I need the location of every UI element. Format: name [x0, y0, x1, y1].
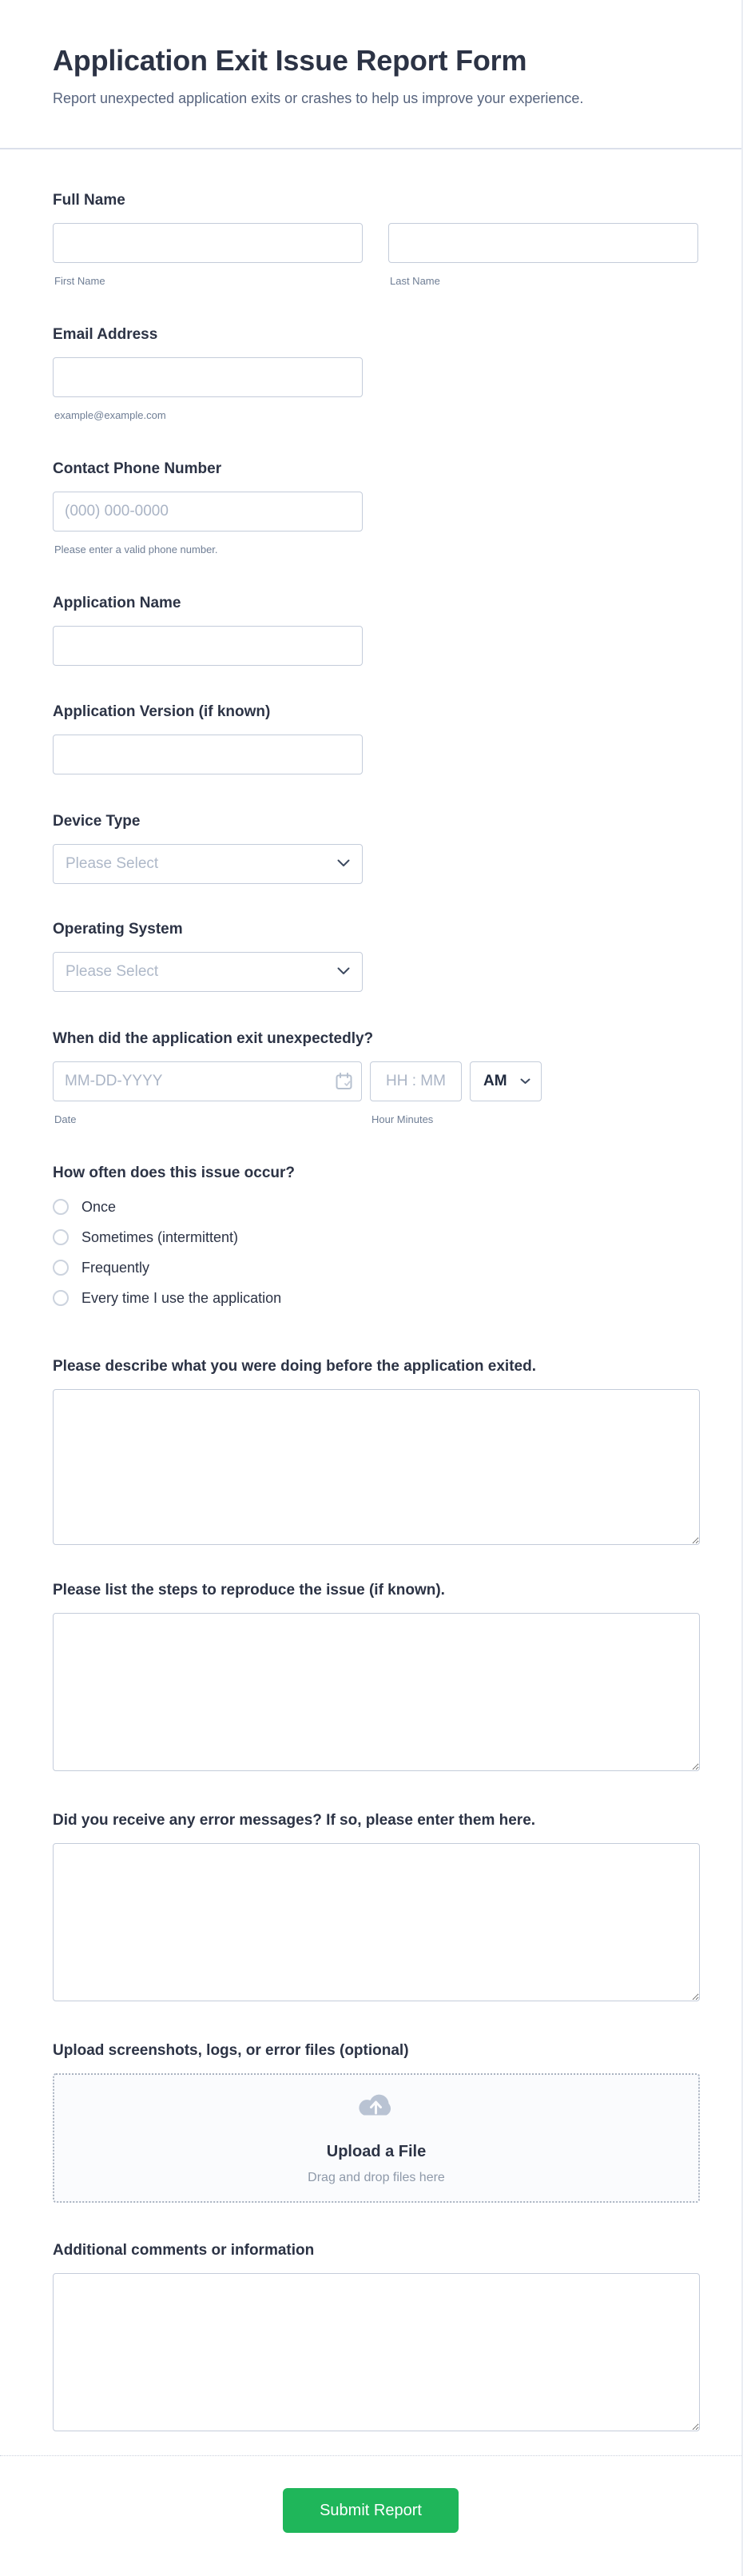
- time-input[interactable]: [370, 1061, 462, 1101]
- field-full-name: [53, 193, 698, 287]
- field-phone: [53, 461, 698, 555]
- email-label: Email Address: [53, 326, 158, 343]
- operating-system-placeholder: Please Select: [66, 963, 159, 980]
- radio-label: Frequently: [81, 1259, 150, 1276]
- field-device-type: [53, 814, 698, 884]
- error-messages-label: Did you receive any error messages? If so, please enter them here.: [53, 1812, 536, 1829]
- phone-input[interactable]: [53, 492, 363, 532]
- ampm-value: AM: [483, 1073, 507, 1089]
- form-footer: [0, 2455, 741, 2574]
- date-sublabel: Date: [54, 1113, 77, 1125]
- upload-title: Upload a File: [326, 2143, 427, 2160]
- first-name-sublabel: First Name: [54, 275, 105, 287]
- field-upload: [53, 2043, 698, 2203]
- radio-label: Once: [81, 1198, 117, 1215]
- field-app-name: [53, 595, 698, 666]
- radio-button[interactable]: [53, 1229, 69, 1245]
- radio-option-frequently[interactable]: [53, 1260, 698, 1276]
- field-steps: [53, 1583, 698, 1771]
- field-operating-system: [53, 922, 698, 992]
- operating-system-select[interactable]: [53, 952, 363, 992]
- upload-hint: Drag and drop files here: [308, 2171, 445, 2184]
- submit-button[interactable]: Submit Report: [283, 2488, 459, 2533]
- field-describe: [53, 1359, 698, 1545]
- field-frequency: [53, 1165, 698, 1306]
- describe-label: Please describe what you were doing before the application exited.: [53, 1358, 536, 1375]
- first-name-input[interactable]: [53, 223, 363, 263]
- field-app-version: [53, 704, 698, 774]
- app-name-input[interactable]: [53, 626, 363, 666]
- radio-button[interactable]: [53, 1199, 69, 1215]
- steps-textarea[interactable]: [53, 1613, 700, 1771]
- comments-label: Additional comments or information: [53, 2242, 315, 2259]
- cloud-upload-icon: [355, 2091, 398, 2125]
- radio-option-sometimes[interactable]: [53, 1229, 698, 1245]
- frequency-options: [53, 1199, 698, 1306]
- page-subtitle: Report unexpected application exits or crashes to help us improve your experience.: [53, 90, 584, 106]
- error-messages-textarea[interactable]: [53, 1843, 700, 2001]
- time-sublabel: Hour Minutes: [372, 1113, 434, 1125]
- field-email: [53, 327, 698, 421]
- upload-dropzone[interactable]: [53, 2073, 700, 2203]
- chevron-down-icon: [337, 857, 350, 871]
- first-name-col: [53, 223, 363, 287]
- datetime-label: When did the application exit unexpectedly?: [53, 1030, 374, 1047]
- radio-label: Every time I use the application: [81, 1289, 282, 1306]
- date-input[interactable]: [53, 1061, 362, 1101]
- field-datetime: [53, 1031, 698, 1125]
- form-body: [0, 149, 741, 2455]
- app-name-label: Application Name: [53, 595, 181, 611]
- app-version-input[interactable]: [53, 735, 363, 774]
- radio-label: Sometimes (intermittent): [81, 1228, 239, 1245]
- radio-option-every-time[interactable]: [53, 1290, 698, 1306]
- page-title: Application Exit Issue Report Form: [53, 44, 527, 77]
- ampm-select[interactable]: [470, 1061, 542, 1101]
- operating-system-label: Operating System: [53, 921, 183, 938]
- calendar-picker-button[interactable]: [335, 1073, 352, 1090]
- email-sublabel: example@example.com: [54, 409, 166, 421]
- phone-sublabel: Please enter a valid phone number.: [54, 543, 218, 555]
- chevron-down-icon: [337, 965, 350, 979]
- radio-option-once[interactable]: [53, 1199, 698, 1215]
- steps-label: Please list the steps to reproduce the issue (if known).: [53, 1582, 445, 1599]
- app-version-label: Application Version (if known): [53, 703, 271, 720]
- time-wrap: [370, 1061, 462, 1125]
- last-name-input[interactable]: [388, 223, 698, 263]
- comments-textarea[interactable]: [53, 2273, 700, 2431]
- radio-button[interactable]: [53, 1290, 69, 1306]
- chevron-down-icon: [520, 1074, 530, 1089]
- device-type-placeholder: Please Select: [66, 855, 159, 872]
- datetime-row: [53, 1061, 698, 1125]
- device-type-select[interactable]: [53, 844, 363, 884]
- upload-label: Upload screenshots, logs, or error files (optional): [53, 2042, 409, 2059]
- email-input[interactable]: [53, 357, 363, 397]
- field-error-messages: [53, 1813, 698, 2001]
- last-name-sublabel: Last Name: [390, 275, 440, 287]
- calendar-icon: [336, 1081, 352, 1093]
- last-name-col: [388, 223, 698, 287]
- full-name-label: Full Name: [53, 192, 125, 209]
- date-wrap: [53, 1061, 362, 1125]
- frequency-label: How often does this issue occur?: [53, 1165, 295, 1181]
- full-name-row: [53, 223, 698, 287]
- describe-textarea[interactable]: [53, 1389, 700, 1545]
- device-type-label: Device Type: [53, 813, 141, 830]
- field-comments: [53, 2243, 698, 2431]
- radio-button[interactable]: [53, 1260, 69, 1276]
- form-header: [0, 0, 741, 149]
- phone-label: Contact Phone Number: [53, 460, 222, 477]
